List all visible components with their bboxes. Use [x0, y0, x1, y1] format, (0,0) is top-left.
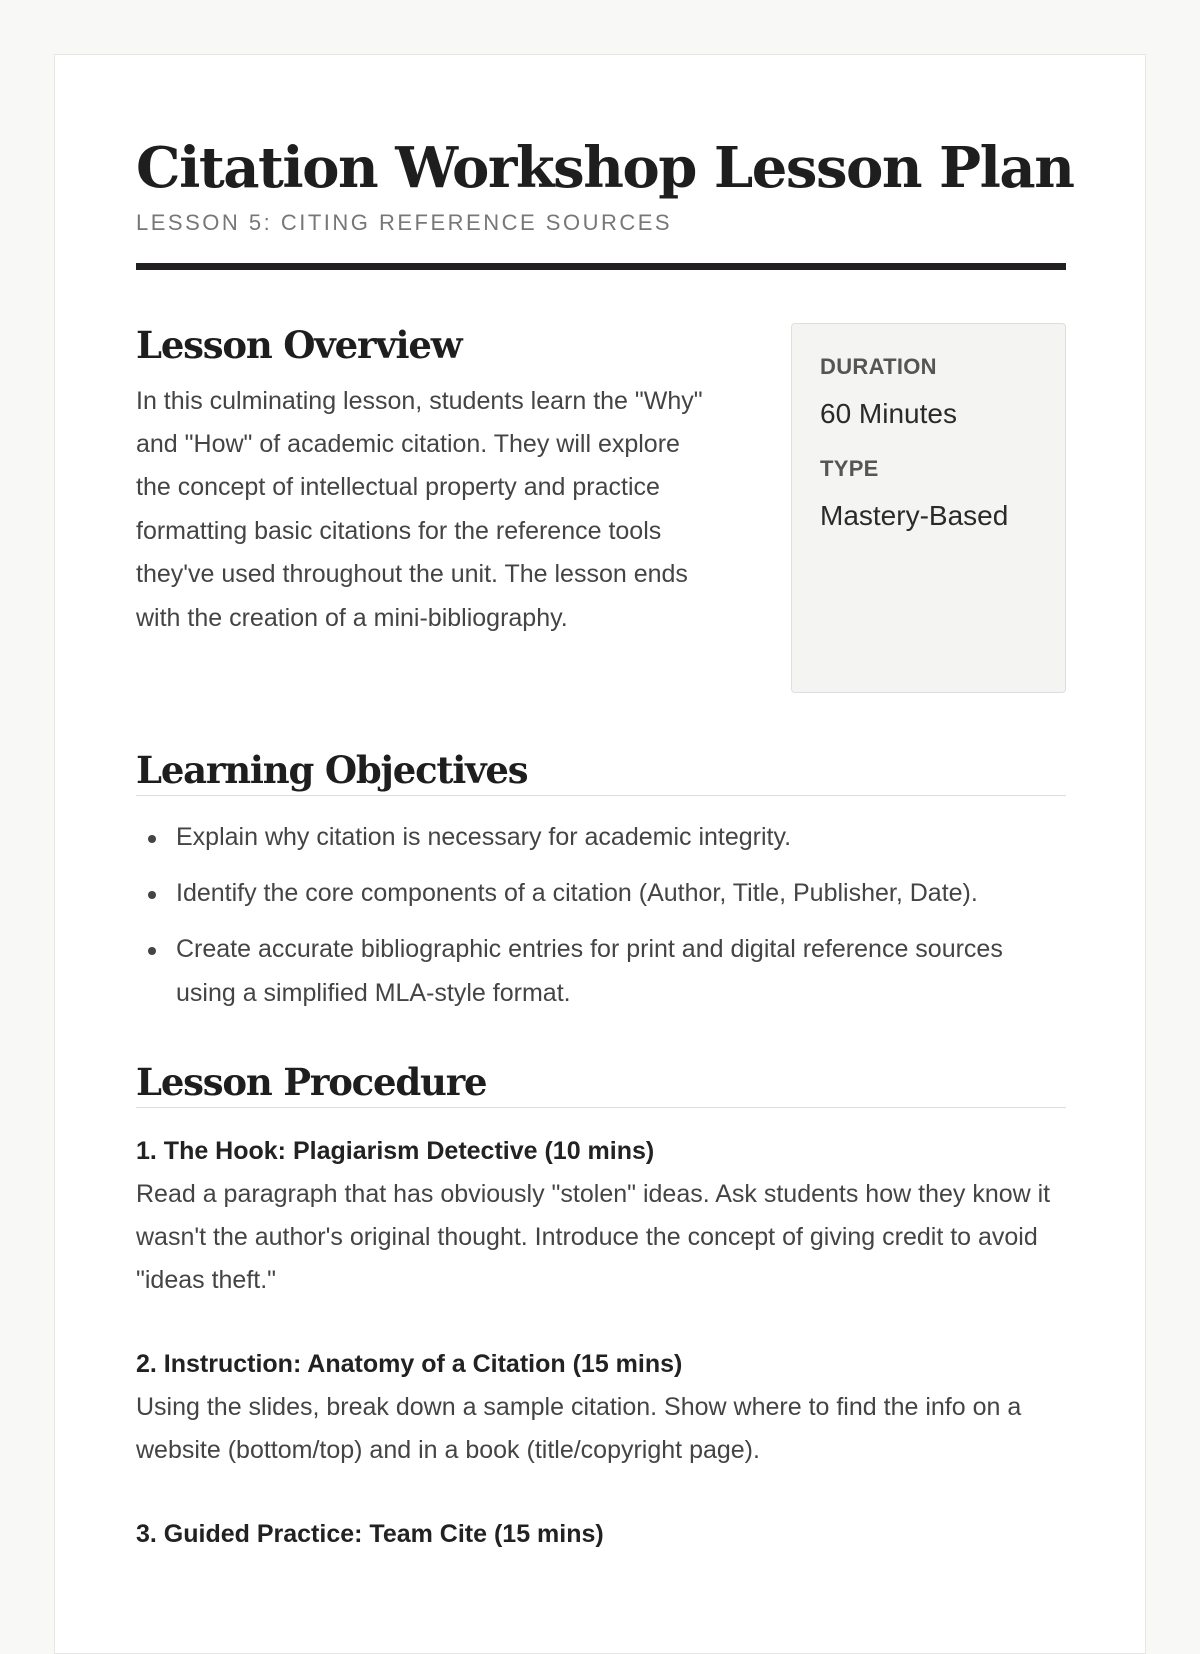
step-text: Read a paragraph that has obviously "stolen" ideas. Ask students how they know it wasn't the author's original thought. Introduce the concept of giving credit to avoid "ideas theft." [136, 1179, 1051, 1295]
objectives-section [136, 748, 1066, 1015]
procedure-section [136, 1060, 1066, 1555]
objectives-list [136, 816, 1066, 1016]
list-item [136, 872, 1066, 915]
title-divider [136, 263, 1066, 270]
lesson-meta-card [791, 323, 1066, 693]
bullet-icon [148, 891, 156, 899]
overview-text: In this culminating lesson, students learn the "Why" and "How" of academic citation. They will explore the concept of intellectual property and practice formatting basic citations for the reference tools they've used throughout the unit. The lesson ends with the creation of a mini-bibliography. [136, 386, 703, 632]
list-item [136, 928, 1066, 1015]
objectives-heading: Learning Objectives [136, 748, 1066, 795]
step-title: 3. Guided Practice: Team Cite (15 mins) [136, 1519, 604, 1548]
procedure-step [136, 1130, 1066, 1303]
objective-text: Explain why citation is necessary for academic integrity. [176, 822, 792, 851]
type-label: TYPE [820, 456, 879, 482]
overview-heading: Lesson Overview [136, 323, 462, 368]
objective-text: Create accurate bibliographic entries for print and digital reference sources using a simplified MLA-style format. [176, 935, 1003, 1007]
page-title: Citation Workshop Lesson Plan [136, 135, 1074, 201]
procedure-step [136, 1343, 1066, 1473]
overview-section [136, 323, 716, 693]
page-subtitle: LESSON 5: CITING REFERENCE SOURCES [136, 210, 673, 236]
step-title: 2. Instruction: Anatomy of a Citation (15 mins) [136, 1349, 683, 1378]
type-value: Mastery-Based [820, 500, 1009, 532]
bullet-icon [148, 835, 156, 843]
list-item [136, 816, 1066, 859]
duration-label: DURATION [820, 354, 937, 380]
duration-value: 60 Minutes [820, 398, 957, 430]
step-title: 1. The Hook: Plagiarism Detective (10 mins) [136, 1136, 655, 1165]
overview-row [136, 323, 1066, 693]
document-page [54, 54, 1146, 1654]
bullet-icon [148, 947, 156, 955]
objective-text: Identify the core components of a citation (Author, Title, Publisher, Date). [176, 878, 978, 907]
procedure-heading: Lesson Procedure [136, 1060, 1066, 1107]
document-content [136, 135, 1074, 1556]
step-text: Using the slides, break down a sample citation. Show where to find the info on a website (bottom/top) and in a book (title/copyright page). [136, 1392, 1022, 1465]
procedure-step [136, 1513, 1066, 1556]
